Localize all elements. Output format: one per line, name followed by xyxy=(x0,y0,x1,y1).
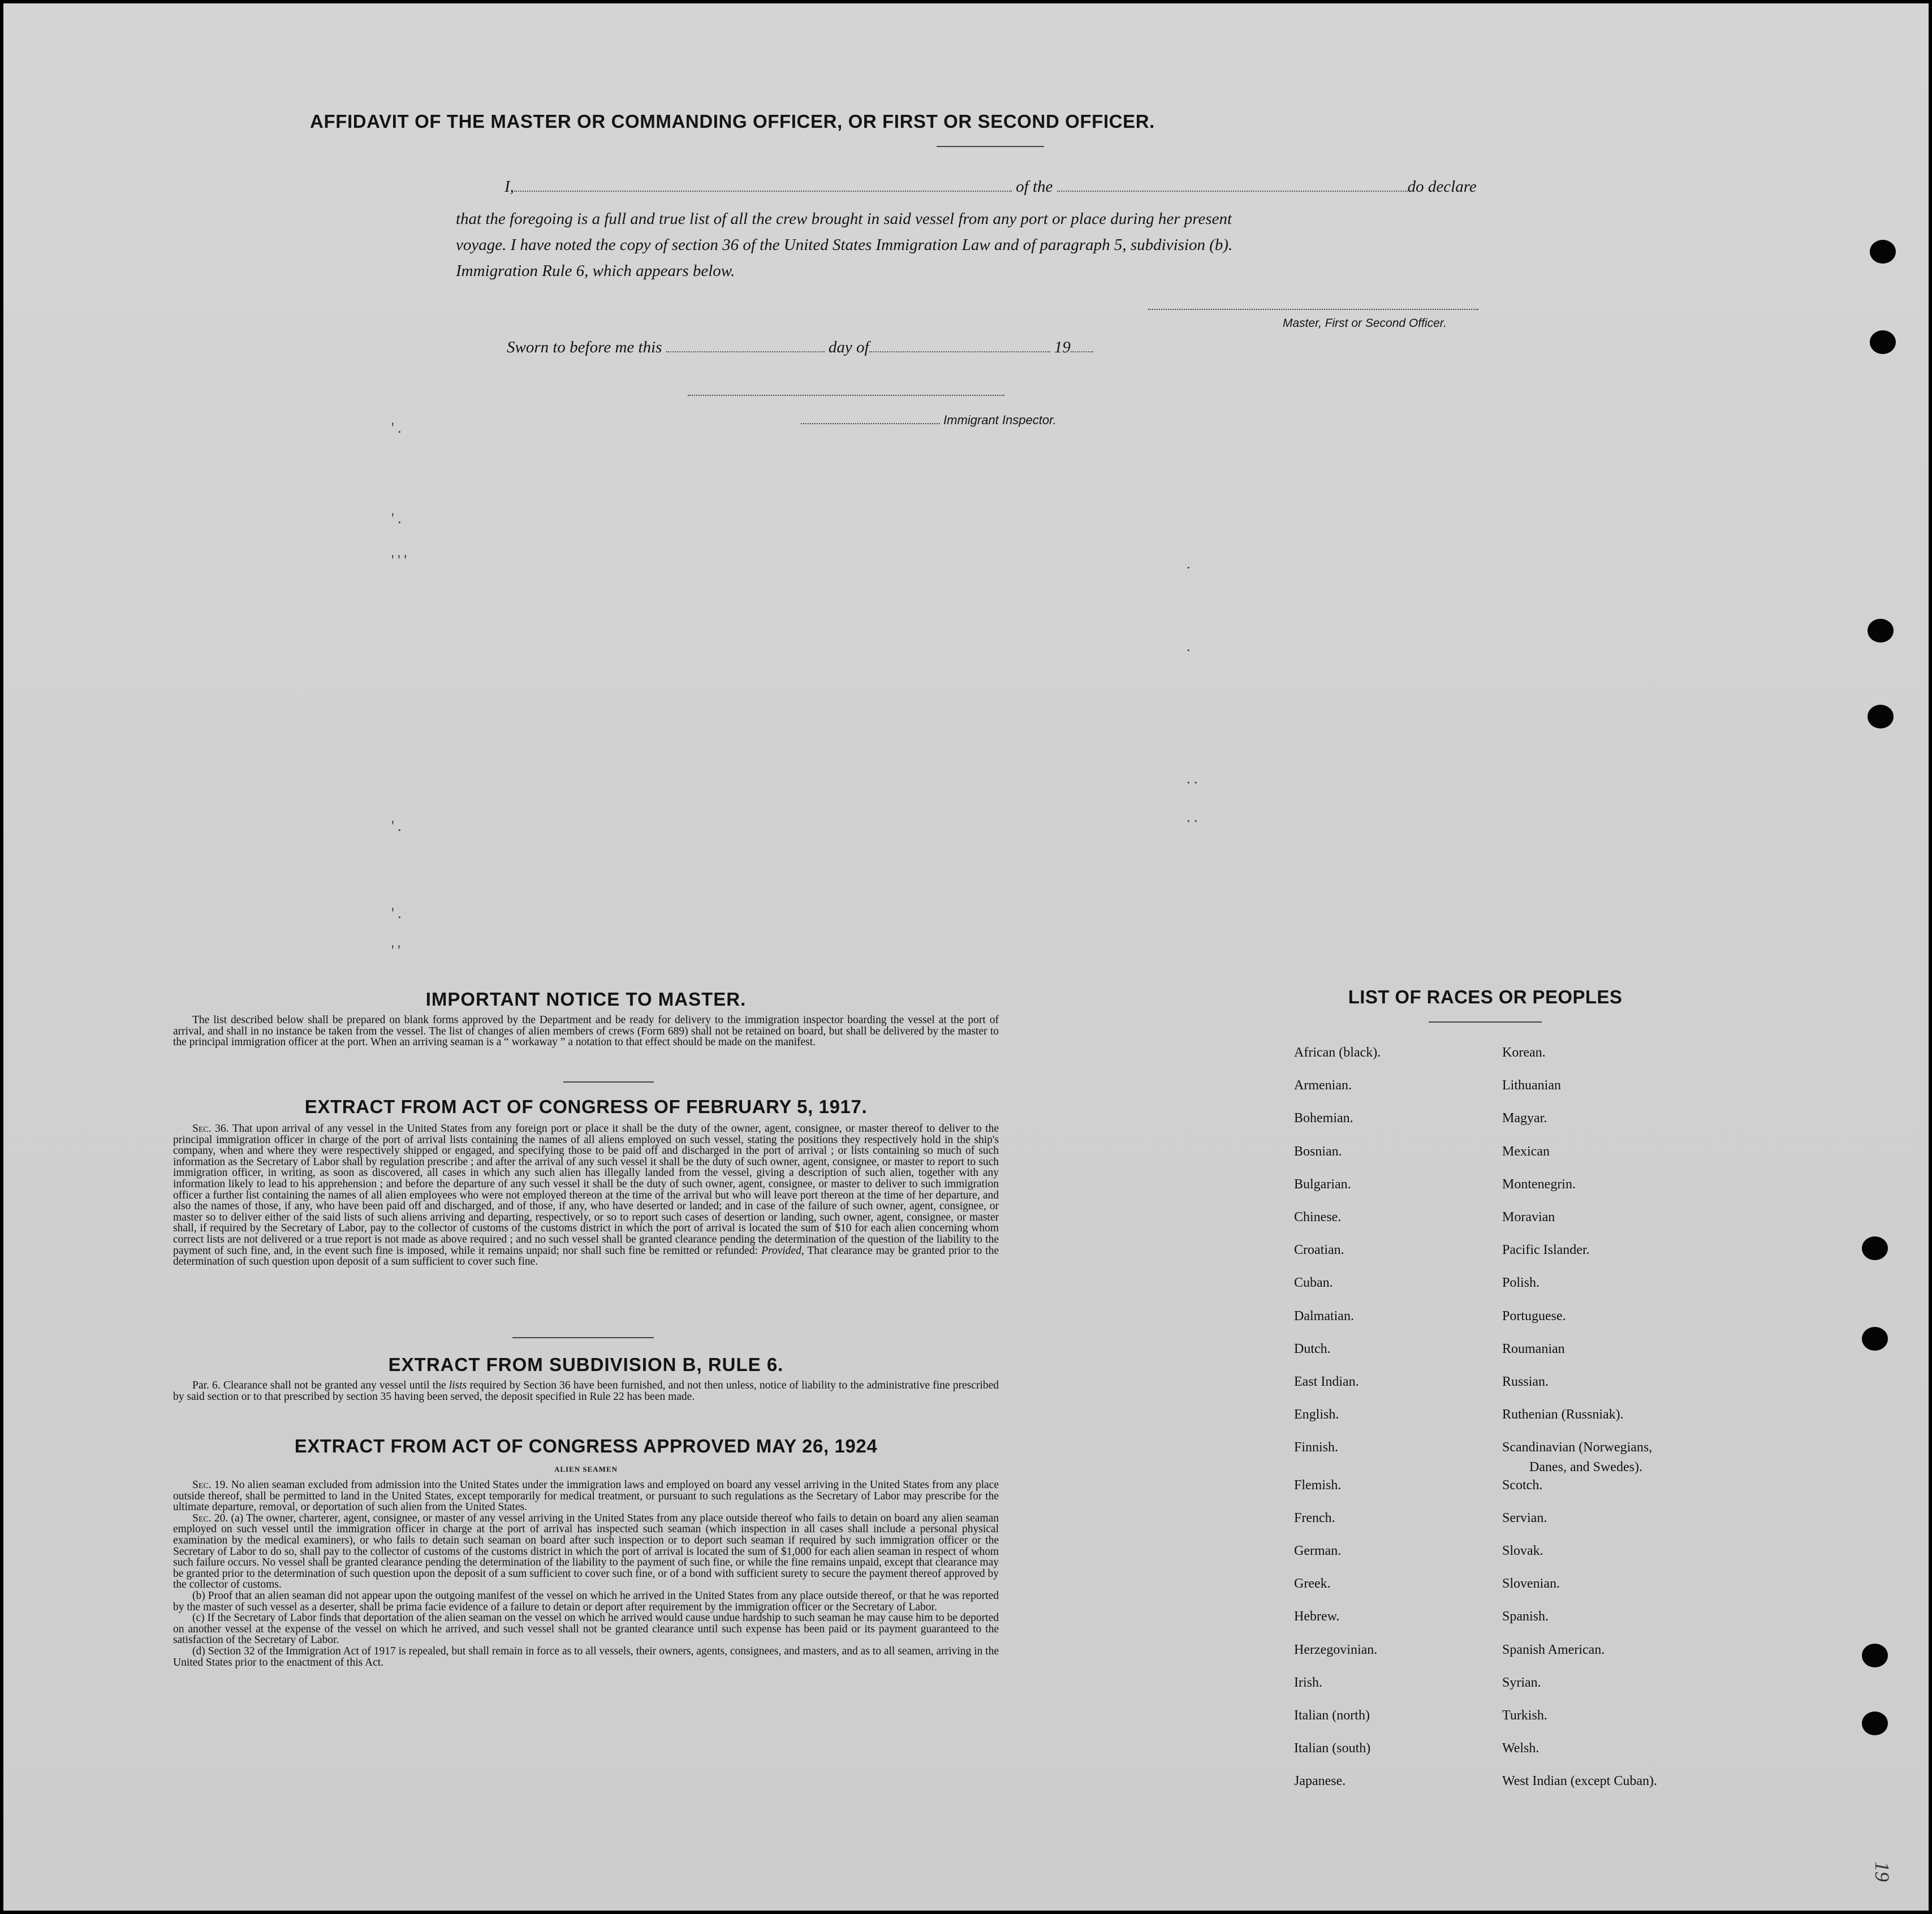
punch-hole xyxy=(1868,705,1894,728)
alien-seamen-subtitle: ALIEN SEAMEN xyxy=(554,1465,618,1473)
race-item: Turkish. xyxy=(1502,1708,1547,1723)
punch-hole xyxy=(1870,330,1896,354)
race-item: Polish. xyxy=(1502,1275,1540,1290)
tick-mark: . . xyxy=(1187,770,1198,787)
races-title: LIST OF RACES OR PEOPLES xyxy=(1348,986,1623,1007)
extract-1924-body xyxy=(173,1480,999,1668)
affidavit-text xyxy=(456,206,1519,284)
extract-rule6-body xyxy=(173,1380,999,1402)
extract-1917-body xyxy=(173,1123,999,1268)
race-item: Slovenian. xyxy=(1502,1576,1560,1591)
sworn-day-field[interactable] xyxy=(666,351,825,352)
notice-title: IMPORTANT NOTICE TO MASTER. xyxy=(425,989,747,1010)
race-item: Dalmatian. xyxy=(1294,1309,1354,1324)
form-page xyxy=(3,3,1929,1911)
lists-word: lists xyxy=(448,1380,467,1391)
tick-mark: ' . xyxy=(391,510,402,527)
race-item: Slovak. xyxy=(1502,1544,1543,1558)
race-item: Roumanian xyxy=(1502,1342,1565,1356)
sec-36-text: That upon arrival of any vessel in the United States from any foreign port or place it shall be the duty of the owner, agent, consignee, or master thereof to deliver to the principal immigration officer in charge of the port of arrival lists containing the names of all aliens employed on such vessel, stating the positions they respectively hold in the ship's company, when and where they were respectively shipped or engaged, and specifying those to be paid off and discharged in the port of arrival ; or lists containing so much of such information as the Secretary of Labor shall by regulation prescribe ; and after the arrival of any such vessel it shall be the duty of such owner, agent, consignee, or master to report to such immigration officer, in writing, as soon as discovered, all cases in which any such alien has illegally landed from the vessel, giving a description of such alien, together with any information likely to lead to his apprehension ; and before the departure of any such vessel it shall be the duty of such owner, agent, consignee, or master to deliver to such immigration officer a further list containing the names of all alien employees who were not employed thereon at the time of the arrival but who will leave port thereon at the time of her departure, and also the names of those, if any, who have been paid off and discharged, and of those, if any, who have deserted or landed; and in case of the failure of such owner, agent, consignee, or master so to deliver either of the said lists of such aliens arriving and departing, respectively, or so to report such cases of desertion or landing, such owner, agent, consignee, or master shall, if required by the Secretary of Labor, pay to the collector of customs of the customs district in which the port of arrival is located the sum of $10 for each alien concerning whom correct lists are not delivered or a true report is not made as above required ; and no such vessel shall be granted clearance pending the determination of the question of the liability to the payment of such fine, and, in the event such fine is imposed, while it remains unpaid; nor shall such fine be remitted or refunded: xyxy=(173,1123,999,1257)
notice-body xyxy=(173,1015,999,1048)
race-item: Danes, and Swedes). xyxy=(1529,1460,1642,1475)
sworn-year: 19 xyxy=(1054,338,1071,356)
race-item: Mexican xyxy=(1502,1144,1550,1159)
provided-word: Provided, xyxy=(761,1244,804,1257)
sec-36-text-end: That clearance may be granted prior to the determination of such question upon deposit of a sum sufficient to cover such fine. xyxy=(173,1244,999,1268)
sworn-day-of: day of xyxy=(828,338,869,356)
sworn-prefix: Sworn to before me this xyxy=(507,338,662,356)
race-item: Lithuanian xyxy=(1502,1078,1561,1093)
race-item: Moravian xyxy=(1502,1210,1555,1225)
master-signature-field[interactable] xyxy=(1148,309,1478,310)
extract-1917-title: EXTRACT FROM ACT OF CONGRESS OF FEBRUARY 5, 1917. xyxy=(304,1096,868,1117)
race-item: Russian. xyxy=(1502,1374,1549,1389)
race-item: Cuban. xyxy=(1294,1275,1333,1290)
rule6-text-end: required by Section 36 have been furnished, and not then unless, notice of liability to the administrative fine prescribed by said section or to that prescribed by section 35 having been served, the deposit specified in Rule 22 has been made. xyxy=(173,1380,999,1403)
race-item: Pacific Islander. xyxy=(1502,1243,1590,1257)
tick-mark: . . xyxy=(1187,809,1198,825)
race-item: Croatian. xyxy=(1294,1243,1344,1257)
tick-mark: ' ' xyxy=(391,942,400,959)
race-item: German. xyxy=(1294,1544,1342,1558)
race-item: Servian. xyxy=(1502,1511,1547,1525)
affidavit-line-2: that the foregoing is a full and true list of all the crew brought in said vessel from any port or place during her present xyxy=(456,210,1232,228)
race-item: Spanish. xyxy=(1502,1609,1549,1624)
notice-text: The list described below shall be prepared on blank forms approved by the Department and be ready for delivery to the immigration inspector boarding the vessel at the port of arrival, and shall in no instance be taken from the vessel. The list of changes of alien members of crews (Form 689) shall not be retained on board, but shall be delivered by the master to the principal immigration officer at the port. When an arriving seaman is a “ workaway ” a notation to that effect should be made on the manifest. xyxy=(173,1014,999,1049)
race-item: Montenegrin. xyxy=(1502,1177,1576,1192)
race-item: Bulgarian. xyxy=(1294,1177,1351,1192)
race-item: Irish. xyxy=(1294,1675,1322,1690)
race-item: Finnish. xyxy=(1294,1440,1339,1455)
race-item: Bosnian. xyxy=(1294,1144,1342,1159)
sworn-month-field[interactable] xyxy=(869,351,1050,352)
tick-mark: ' . xyxy=(391,420,402,436)
affidavit-line-4: Immigration Rule 6, which appears below. xyxy=(456,262,735,280)
sec-19-label: Sec. 19. xyxy=(192,1479,228,1491)
punch-hole xyxy=(1862,1712,1888,1735)
sec-19-text: No alien seaman excluded from admission into the United States under the immigration laws and employed on board any vessel arriving in the United States from any place outside thereof, shall be permitted to land in the United States, except temporarily for medical treatment, or pursuant to such regulations as the Secretary of Labor may prescribe for the ultimate departure, removal, or deportation of such alien from the United States. xyxy=(173,1479,999,1514)
extract-1924-title: EXTRACT FROM ACT OF CONGRESS APPROVED MAY 26, 1924 xyxy=(294,1436,878,1456)
vessel-name-field[interactable] xyxy=(1057,191,1408,192)
race-item: Portuguese. xyxy=(1502,1309,1566,1324)
race-item: Chinese. xyxy=(1294,1210,1342,1225)
race-item: Italian (south) xyxy=(1294,1741,1371,1756)
tick-mark: . xyxy=(1187,638,1191,654)
race-item: Syrian. xyxy=(1502,1675,1541,1690)
race-item: Hebrew. xyxy=(1294,1609,1340,1624)
affidavit-i: I, xyxy=(504,178,514,196)
sec-20d-text: (d) Section 32 of the Immigration Act of 1917 is repealed, but shall remain in force as to all vessels, their owners, agents, consignees, and masters, and as to all seamen, arriving in the United States prior to the enactment of this Act. xyxy=(173,1645,999,1669)
sworn-year-field[interactable] xyxy=(1071,351,1093,352)
tick-mark: ' . xyxy=(391,905,402,921)
punch-hole xyxy=(1868,619,1894,643)
punch-hole xyxy=(1862,1644,1888,1667)
punch-hole xyxy=(1862,1327,1888,1351)
rule6-text: Par. 6. Clearance shall not be granted any vessel until the xyxy=(192,1380,446,1391)
punch-hole xyxy=(1870,240,1896,264)
sec-20-label: Sec. 20. xyxy=(192,1512,228,1524)
tick-mark: . xyxy=(1187,555,1191,572)
affidavit-line-1 xyxy=(504,178,1477,196)
inspector-signature-field[interactable] xyxy=(688,395,1004,396)
declarant-name-field[interactable] xyxy=(514,191,1012,192)
race-item: Spanish American. xyxy=(1502,1643,1605,1657)
race-item: Armenian. xyxy=(1294,1078,1352,1093)
race-item: Bohemian. xyxy=(1294,1111,1353,1126)
race-item: African (black). xyxy=(1294,1045,1381,1060)
race-item: Scandinavian (Norwegians, xyxy=(1502,1440,1653,1455)
margin-mark: 19 xyxy=(1871,1861,1894,1882)
extract-rule6-title: EXTRACT FROM SUBDIVISION B, RULE 6. xyxy=(388,1354,784,1375)
inspector-label: Immigrant Inspector. xyxy=(943,413,1056,427)
race-item: Italian (north) xyxy=(1294,1708,1370,1723)
sec-36-label: Sec. 36. xyxy=(192,1123,229,1135)
race-item: Herzegovinian. xyxy=(1294,1643,1378,1657)
affidavit-line-3: voyage. I have noted the copy of section 36 of the United States Immigration Law and of paragraph 5, subdivision (b). xyxy=(456,236,1233,254)
race-item: Japanese. xyxy=(1294,1774,1346,1788)
tick-mark: ' ' ' xyxy=(391,552,407,568)
race-item: English. xyxy=(1294,1407,1339,1422)
tick-mark: ' . xyxy=(391,818,402,834)
sworn-line xyxy=(507,338,1093,357)
race-item: Dutch. xyxy=(1294,1342,1331,1356)
race-item: Magyar. xyxy=(1502,1111,1547,1126)
punch-hole xyxy=(1862,1236,1888,1260)
race-item: Korean. xyxy=(1502,1045,1546,1060)
affidavit-do-declare: do declare xyxy=(1407,178,1477,196)
race-item: Flemish. xyxy=(1294,1478,1342,1493)
affidavit-title: AFFIDAVIT OF THE MASTER OR COMMANDING OFFICER, OR FIRST OR SECOND OFFICER. xyxy=(310,111,1155,132)
race-item: West Indian (except Cuban). xyxy=(1502,1774,1657,1788)
sec-20a-text: (a) The owner, charterer, agent, consignee, or master of any vessel arriving in the United States from any place outside thereof who fails to detain on board any alien seaman employed on such vessel until the immigration officer in charge at the port of arrival has inspected such seaman (which inspection in all cases shall include a personal physical examination by the medical examiners), or who fails to detain such seaman on board after such inspection or to deport such seaman if required by such immigration officer or the Secretary of Labor to do so, shall pay to the collector of customs of the customs district in which the port of arrival is located the sum of $1,000 for each alien seaman in respect of whom such failure occurs. No vessel shall be granted clearance pending the determination of the liability to the payment of such fine, or while the fine remains unpaid, except that clearance may be granted prior to the determination of such question upon the deposit of a sum sufficient to cover such fine, or of a bond with sufficient surety to secure the payment thereof approved by the collector of customs. xyxy=(173,1512,999,1591)
sec-20b-text: (b) Proof that an alien seaman did not appear upon the outgoing manifest of the vessel on which he arrived in the United States from any place outside thereof, or that he was reported by the master of such vessel as a deserter, shall be prima facie evidence of a failure to detain or deport after requirement by the immigration officer or the Secretary of Labor. xyxy=(173,1589,999,1613)
affidavit-of-the: of the xyxy=(1016,178,1053,196)
race-item: Welsh. xyxy=(1502,1741,1539,1756)
sec-20c-text: (c) If the Secretary of Labor finds that deportation of the alien seaman on the vessel on which he arrived would cause undue hardship to such seaman he may cause him to be deported on another vessel at the expense of the vessel on which he arrived, and such vessel shall not be granted clearance until such expense has been paid or its payment guaranteed to the satisfaction of the Secretary of Labor. xyxy=(173,1612,999,1646)
race-item: Greek. xyxy=(1294,1576,1331,1591)
race-item: French. xyxy=(1294,1511,1335,1525)
race-item: East Indian. xyxy=(1294,1374,1359,1389)
race-item: Ruthenian (Russniak). xyxy=(1502,1407,1624,1422)
race-item: Scotch. xyxy=(1502,1478,1543,1493)
signature-label: Master, First or Second Officer. xyxy=(1283,317,1447,330)
